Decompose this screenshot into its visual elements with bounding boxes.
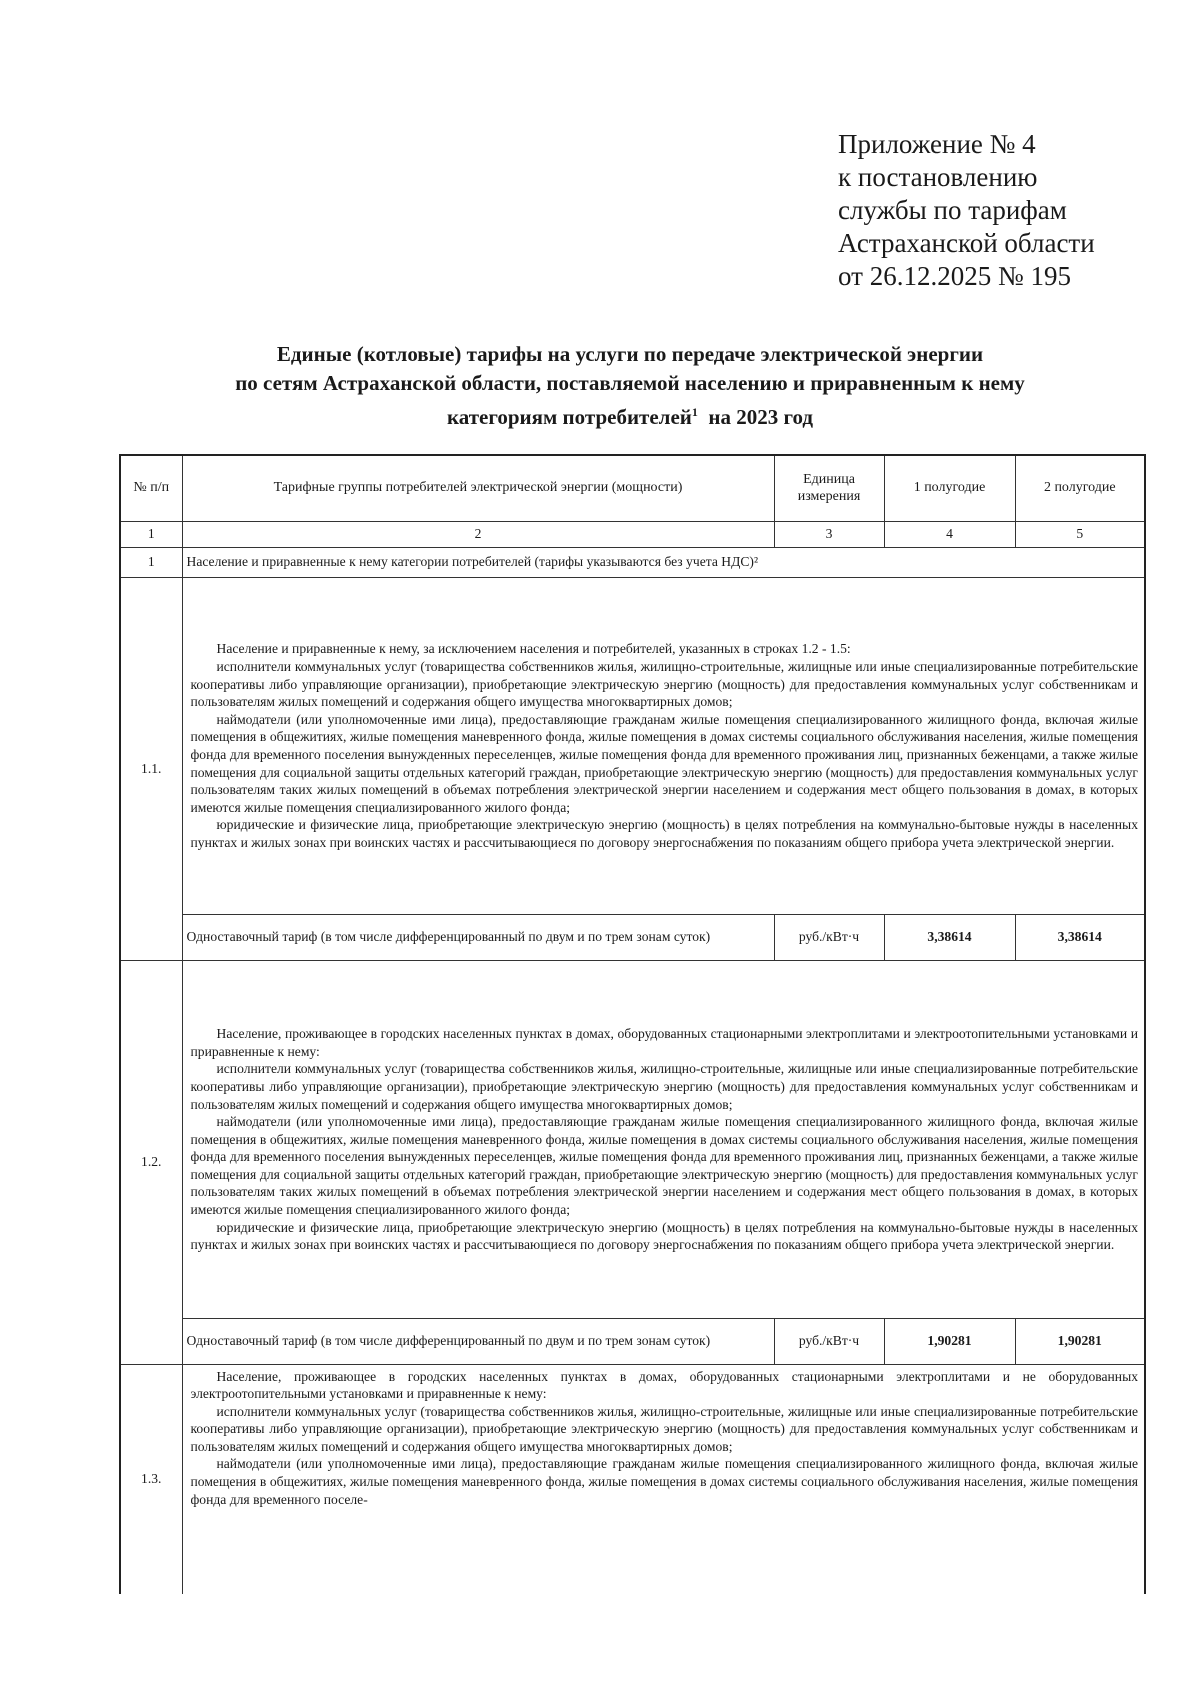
- tariff-unit: руб./кВт·ч: [774, 1318, 884, 1364]
- row-description: [182, 1364, 1145, 1594]
- description-paragraph: исполнители коммунальных услуг (товарищества собственников жилья, жилищно-строительные, жилищные или иные специализированные потребительские кооперативы либо управляющие организации), приобретающие электрическую энергию (мощность) для предоставления коммунальных услуг собственникам и пользователям жилых помещений и содержания общего имущества многоквартирных домов;: [190, 659, 1138, 710]
- section-num: 1: [120, 547, 182, 577]
- description-paragraph: наймодатели (или уполномоченные ими лица), предоставляющие гражданам жилые помещения специализированного жилищного фонда, включая жилые помещения в общежитиях, жилые помещения маневренного фонда, жилые помещения в домах системы социального обслуживания населения, жилые помещения фонда для временного поселения вынужденных переселенцев, жилые помещения фонда для временного проживания лиц, признанных беженцами, а также жилые помещения для социальной защиты отдельных категорий граждан, приобретающие электрическую энергию (мощность) для предоставления коммунальных услуг пользователям таких жилых помещений в объемах потребления электрической энергии населением и содержания мест общего пользования в домах, в которых имеются жилые помещения специализированного жилого фонда;: [190, 1114, 1138, 1218]
- appendix-line: Приложение № 4: [838, 129, 1036, 159]
- appendix-line: Астраханской области: [838, 228, 1095, 258]
- table-header-row: [120, 455, 1145, 521]
- column-number: 2: [182, 521, 774, 547]
- tariff-row: [120, 1318, 1145, 1364]
- column-number: 5: [1015, 521, 1145, 547]
- appendix-date-line: от 26.12.2025 № 195: [838, 261, 1071, 291]
- title-line: по сетям Астраханской области, поставляемой населению и приравненным к нему: [235, 371, 1025, 395]
- document-title: [150, 340, 1110, 432]
- header-half2: 2 полугодие: [1015, 455, 1145, 521]
- tariff-value-h1: 1,90281: [884, 1318, 1015, 1364]
- appendix-block: [838, 128, 1168, 293]
- column-number: 4: [884, 521, 1015, 547]
- table-row: [120, 1364, 1145, 1594]
- description-paragraph: Население, проживающее в городских населенных пунктах в домах, оборудованных стационарными электроплитами и электроотопительными установками и приравненные к нему:: [190, 1026, 1138, 1059]
- footnote-marker: 1: [691, 405, 698, 419]
- row-num: 1.1.: [120, 577, 182, 960]
- tariff-label: Одноставочный тариф (в том числе дифференцированный по двум и по трем зонам суток): [182, 914, 774, 960]
- table-row: [120, 577, 1145, 914]
- appendix-line: службы по тарифам: [838, 195, 1067, 225]
- tariff-label: Одноставочный тариф (в том числе дифференцированный по двум и по трем зонам суток): [182, 1318, 774, 1364]
- table-row: [120, 960, 1145, 1318]
- header-unit: Единица измерения: [774, 455, 884, 521]
- tariff-value-h2: 3,38614: [1015, 914, 1145, 960]
- header-num: № п/п: [120, 455, 182, 521]
- column-number: 3: [774, 521, 884, 547]
- description-paragraph: юридические и физические лица, приобретающие электрическую энергию (мощность) в целях потребления на коммунально-бытовые нужды в населенных пунктах и жилых зонах при воинских частях и рассчитывающиеся по договору энергоснабжения по показаниям общего прибора учета электрической энергии.: [190, 817, 1138, 850]
- row-description: [182, 577, 1145, 914]
- section-title: Население и приравненные к нему категории потребителей (тарифы указываются без учета НДС)²: [182, 547, 1145, 577]
- title-line: категориям потребителей$^1$ на 2023 год: [446, 405, 814, 429]
- description-paragraph: исполнители коммунальных услуг (товарищества собственников жилья, жилищно-строительные, жилищные или иные специализированные потребительские кооперативы либо управляющие организации), приобретающие электрическую энергию (мощность) для предоставления коммунальных услуг собственникам и пользователям жилых помещений и содержания общего имущества многоквартирных домов;: [190, 1061, 1138, 1112]
- header-half1: 1 полугодие: [884, 455, 1015, 521]
- description-paragraph: исполнители коммунальных услуг (товарищества собственников жилья, жилищно-строительные, жилищные или иные специализированные потребительские кооперативы либо управляющие организации), приобретающие электрическую энергию (мощность) для предоставления коммунальных услуг собственникам и пользователям жилых помещений и содержания общего имущества многоквартирных домов;: [190, 1403, 1138, 1454]
- tariff-value-h1: 3,38614: [884, 914, 1015, 960]
- description-paragraph: Население, проживающее в городских населенных пунктах в домах, оборудованных стационарными электроплитами и не оборудованных электроотопительными установками и приравненные к нему:: [190, 1368, 1138, 1402]
- tariff-row: [120, 914, 1145, 960]
- column-number-row: [120, 521, 1145, 547]
- tariff-table: [119, 454, 1146, 1594]
- tariff-unit: руб./кВт·ч: [774, 914, 884, 960]
- section-row: [120, 547, 1145, 577]
- description-paragraph: юридические и физические лица, приобретающие электрическую энергию (мощность) в целях потребления на коммунально-бытовые нужды в населенных пунктах и жилых зонах при воинских частях и рассчитывающиеся по договору энергоснабжения по показаниям общего прибора учета электрической энергии.: [190, 1219, 1138, 1253]
- column-number: 1: [120, 521, 182, 547]
- title-line: Единые (котловые) тарифы на услуги по передаче электрической энергии: [276, 342, 984, 366]
- description-paragraph: наймодатели (или уполномоченные ими лица), предоставляющие гражданам жилые помещения специализированного жилищного фонда, включая жилые помещения в общежитиях, жилые помещения маневренного фонда, жилые помещения в домах системы социального обслуживания населения, жилые помещения фонда для временного поселе-: [190, 1456, 1138, 1507]
- description-paragraph: наймодатели (или уполномоченные ими лица), предоставляющие гражданам жилые помещения специализированного жилищного фонда, включая жилые помещения в общежитиях, жилые помещения маневренного фонда, жилые помещения в домах системы социального обслуживания населения, жилые помещения фонда для временного поселения вынужденных переселенцев, жилые помещения фонда для временного проживания лиц, признанных беженцами, а также жилые помещения для социальной защиты отдельных категорий граждан, приобретающие электрическую энергию (мощность) для предоставления коммунальных услуг пользователям таких жилых помещений в объемах потребления электрической энергии населением и содержания мест общего пользования в домах, в которых имеются жилые помещения специализированного жилого фонда;: [190, 711, 1138, 815]
- description-paragraph: Население и приравненные к нему, за исключением населения и потребителей, указанных в строках 1.2 - 1.5:: [216, 641, 851, 657]
- row-description: [182, 960, 1145, 1318]
- tariff-value-h2: 1,90281: [1015, 1318, 1145, 1364]
- appendix-line: к постановлению: [838, 162, 1038, 192]
- header-group: Тарифные группы потребителей электрической энергии (мощности): [182, 455, 774, 521]
- row-num: 1.3.: [120, 1364, 182, 1594]
- row-num: 1.2.: [120, 960, 182, 1364]
